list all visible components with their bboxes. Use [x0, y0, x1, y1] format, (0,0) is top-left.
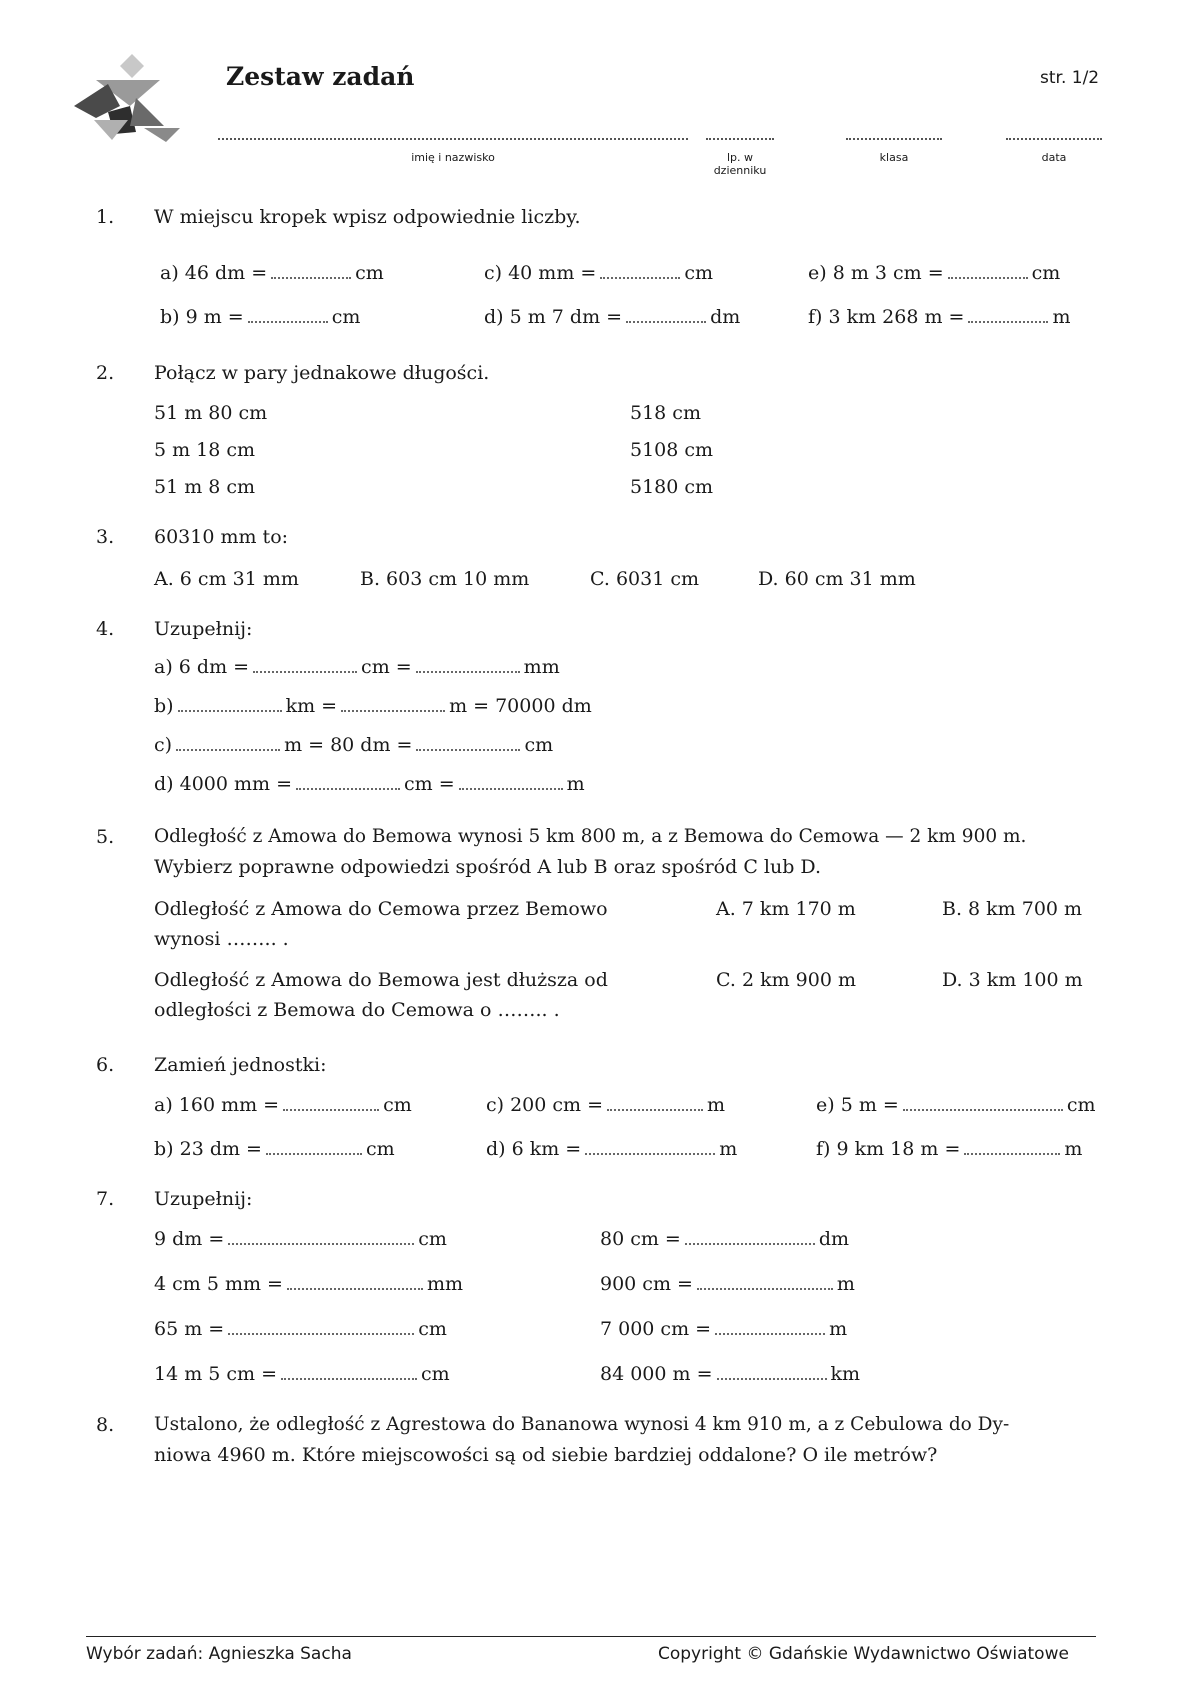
right-length[interactable]: 5180 cm — [630, 476, 714, 498]
register-number-field[interactable]: lp. w dzienniku — [706, 126, 774, 177]
answer-blank[interactable] — [271, 263, 351, 279]
right-length[interactable]: 518 cm — [630, 402, 701, 424]
task-number: 5. — [96, 826, 115, 848]
task-number: 7. — [96, 1188, 115, 1210]
answer-blank[interactable] — [341, 696, 445, 712]
task-instruction: Zamień jednostki: — [154, 1054, 327, 1076]
exercise-f: f) 3 km 268 m = m — [808, 306, 1071, 328]
worksheet-title: Zestaw zadań — [226, 62, 415, 91]
task-instruction: Uzupełnij: — [154, 618, 253, 640]
task-instruction: Ustalono, że odległość z Agrestowa do Bananowa wynosi 4 km 910 m, a z Cebulowa do Dy- — [154, 1414, 1010, 1435]
exercise-a: a) 160 mm = cm — [154, 1094, 412, 1116]
name-field[interactable]: imię i nazwisko — [218, 126, 688, 164]
answer-blank[interactable] — [903, 1095, 1063, 1111]
exercise-c: c) 40 mm = cm — [484, 262, 713, 284]
task-number: 4. — [96, 618, 115, 640]
answer-blank[interactable] — [178, 696, 282, 712]
task-instruction: 60310 mm to: — [154, 526, 289, 548]
exercise-f: f) 9 km 18 m = m — [816, 1138, 1083, 1160]
answer-blank[interactable] — [585, 1139, 715, 1155]
left-length[interactable]: 51 m 80 cm — [154, 402, 268, 424]
left-length[interactable]: 5 m 18 cm — [154, 439, 256, 461]
answer-option-d[interactable]: D. 3 km 100 m — [942, 969, 1083, 991]
answer-blank[interactable] — [228, 1319, 414, 1335]
answer-blank[interactable] — [287, 1274, 423, 1290]
exercise-left-2: 4 cm 5 mm = mm — [154, 1273, 463, 1295]
answer-option-c[interactable]: C. 6031 cm — [590, 568, 699, 590]
question-1-text: wynosi …….. . — [154, 928, 289, 950]
task-number: 2. — [96, 362, 115, 384]
exercise-left-4: 14 m 5 cm = cm — [154, 1363, 450, 1385]
answer-blank[interactable] — [416, 657, 520, 673]
answer-blank[interactable] — [253, 657, 357, 673]
exercise-b: b) 23 dm = cm — [154, 1138, 395, 1160]
task-instruction: Połącz w pary jednakowe długości. — [154, 362, 490, 384]
task-number: 3. — [96, 526, 115, 548]
exercise-a: a) 46 dm = cm — [160, 262, 384, 284]
answer-blank[interactable] — [248, 307, 328, 323]
date-field[interactable]: data — [1006, 126, 1102, 164]
task-number: 8. — [96, 1414, 115, 1436]
answer-blank[interactable] — [685, 1229, 815, 1245]
left-length[interactable]: 51 m 8 cm — [154, 476, 256, 498]
task-number: 6. — [96, 1054, 115, 1076]
answer-blank[interactable] — [283, 1095, 379, 1111]
exercise-right-2: 900 cm = m — [600, 1273, 855, 1295]
task-instruction: Odległość z Amowa do Bemowa wynosi 5 km 800 m, a z Bemowa do Cemowa — 2 km 900 m. — [154, 826, 1027, 847]
exercise-d: d) 4000 mm = cm = m — [154, 773, 585, 795]
answer-blank[interactable] — [281, 1364, 417, 1380]
task-instruction: Uzupełnij: — [154, 1188, 253, 1210]
answer-option-a[interactable]: A. 6 cm 31 mm — [154, 568, 299, 590]
answer-blank[interactable] — [228, 1229, 414, 1245]
question-1-text: Odległość z Amowa do Cemowa przez Bemowo — [154, 898, 608, 920]
question-2-text: odległości z Bemowa do Cemowa o …….. . — [154, 999, 560, 1021]
exercise-left-1: 9 dm = cm — [154, 1228, 447, 1250]
task-instruction: W miejscu kropek wpisz odpowiednie liczby. — [154, 206, 581, 228]
exercise-d: d) 6 km = m — [486, 1138, 738, 1160]
exercise-a: a) 6 dm = cm = mm — [154, 656, 560, 678]
exercise-b: b) 9 m = cm — [160, 306, 361, 328]
exercise-c: c) m = 80 dm = cm — [154, 734, 554, 756]
footer-copyright: Copyright © Gdańskie Wydawnictwo Oświatowe — [658, 1644, 1069, 1664]
answer-blank[interactable] — [176, 735, 280, 751]
answer-blank[interactable] — [968, 307, 1048, 323]
footer-divider — [86, 1636, 1096, 1637]
answer-blank[interactable] — [600, 263, 680, 279]
answer-blank[interactable] — [948, 263, 1028, 279]
exercise-e: e) 5 m = cm — [816, 1094, 1096, 1116]
task-instruction: Wybierz poprawne odpowiedzi spośród A lub B oraz spośród C lub D. — [154, 856, 822, 878]
student-fields — [0, 126, 1200, 177]
exercise-right-1: 80 cm = dm — [600, 1228, 850, 1250]
answer-blank[interactable] — [715, 1319, 825, 1335]
answer-blank[interactable] — [296, 774, 400, 790]
class-field[interactable]: klasa — [846, 126, 942, 164]
exercise-d: d) 5 m 7 dm = dm — [484, 306, 741, 328]
question-2-text: Odległość z Amowa do Bemowa jest dłuższa od — [154, 969, 608, 991]
answer-blank[interactable] — [964, 1139, 1060, 1155]
answer-blank[interactable] — [626, 307, 706, 323]
exercise-b: b) km = m = 70000 dm — [154, 695, 592, 717]
exercise-e: e) 8 m 3 cm = cm — [808, 262, 1061, 284]
answer-option-b[interactable]: B. 8 km 700 m — [942, 898, 1083, 920]
right-length[interactable]: 5108 cm — [630, 439, 714, 461]
answer-blank[interactable] — [717, 1364, 827, 1380]
answer-blank[interactable] — [607, 1095, 703, 1111]
page-number: str. 1/2 — [1040, 68, 1100, 88]
answer-blank[interactable] — [459, 774, 563, 790]
answer-blank[interactable] — [697, 1274, 833, 1290]
answer-blank[interactable] — [266, 1139, 362, 1155]
answer-option-b[interactable]: B. 603 cm 10 mm — [360, 568, 530, 590]
answer-option-a[interactable]: A. 7 km 170 m — [716, 898, 856, 920]
footer-author: Wybór zadań: Agnieszka Sacha — [86, 1644, 352, 1664]
exercise-right-3: 7 000 cm = m — [600, 1318, 848, 1340]
exercise-right-4: 84 000 m = km — [600, 1363, 861, 1385]
answer-blank[interactable] — [416, 735, 520, 751]
answer-option-c[interactable]: C. 2 km 900 m — [716, 969, 856, 991]
task-number: 1. — [96, 206, 115, 228]
answer-option-d[interactable]: D. 60 cm 31 mm — [758, 568, 916, 590]
exercise-c: c) 200 cm = m — [486, 1094, 726, 1116]
exercise-left-3: 65 m = cm — [154, 1318, 447, 1340]
task-instruction: niowa 4960 m. Które miejscowości są od siebie bardziej oddalone? O ile metrów? — [154, 1444, 938, 1466]
